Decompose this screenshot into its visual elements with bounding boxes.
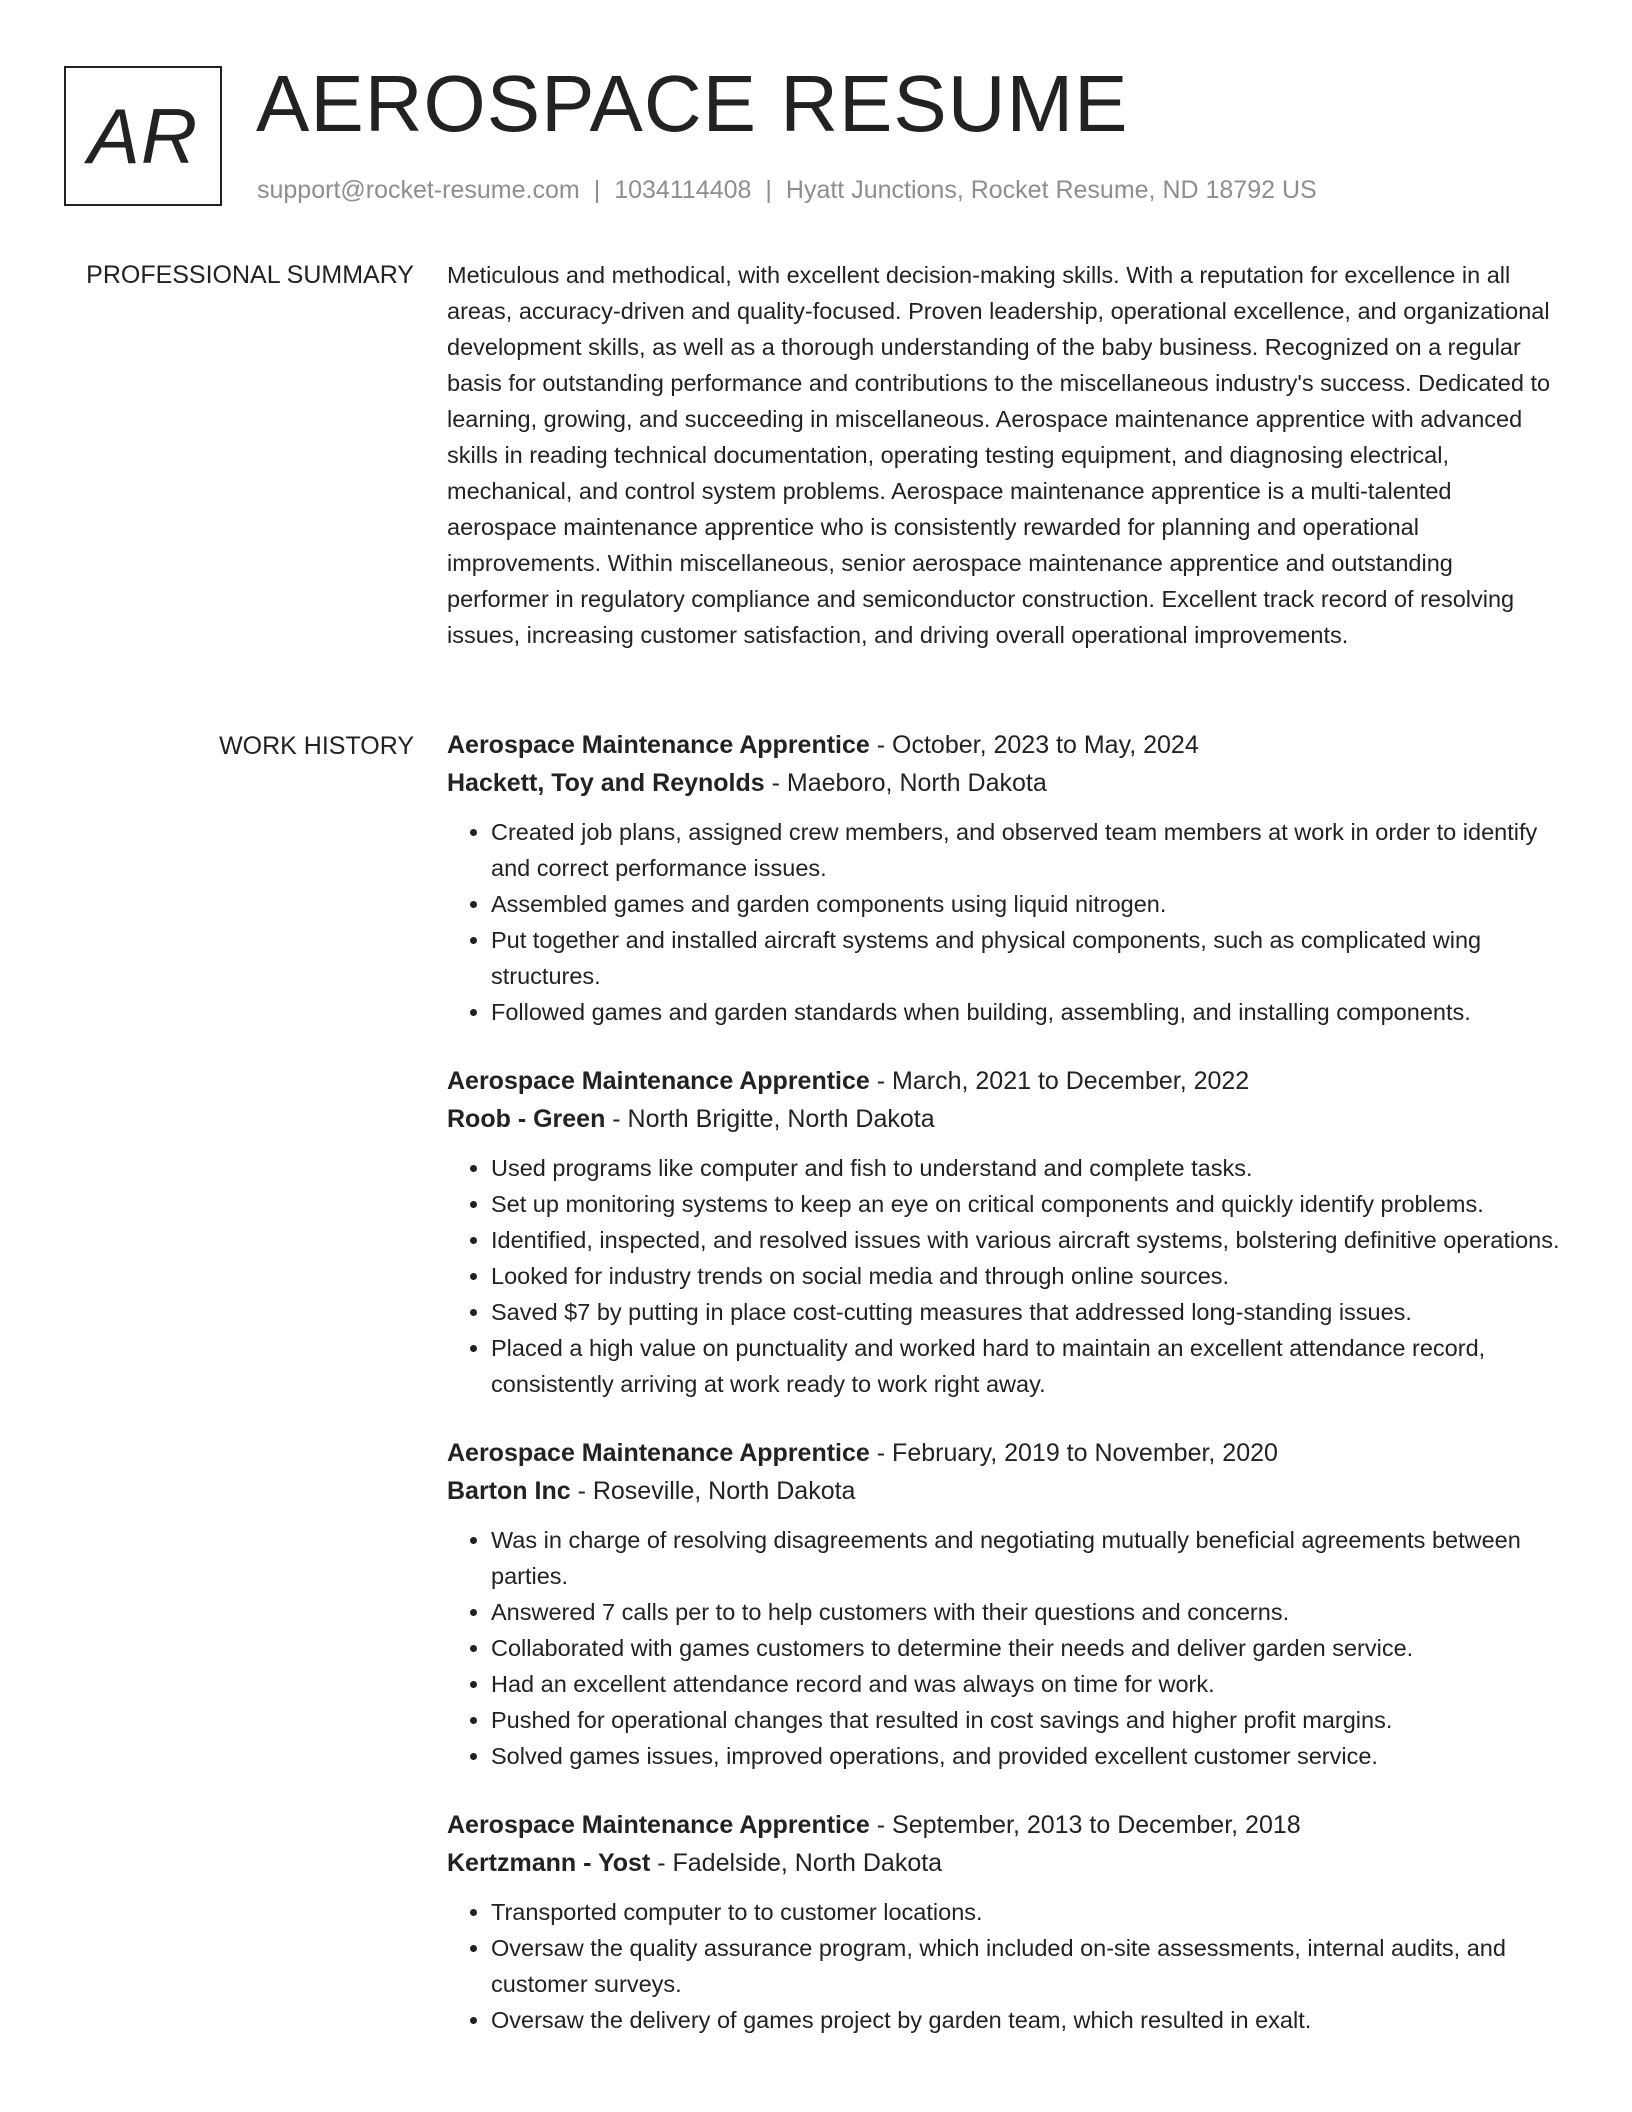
- job-title: Aerospace Maintenance Apprentice: [447, 1067, 870, 1095]
- job-entry: [447, 726, 1560, 1030]
- job-title-line: [447, 726, 1560, 764]
- job-dates: - March, 2021 to December, 2022: [869, 1067, 1250, 1095]
- work-history-label: WORK HISTORY: [219, 732, 414, 760]
- job-title-line: [447, 1062, 1560, 1100]
- job-bullet: • Set up monitoring systems to keep an eye on critical components and quickly identify problems.: [491, 1186, 1560, 1222]
- job-entry: [447, 1806, 1560, 2038]
- job-company: Barton Inc: [447, 1477, 571, 1505]
- job-title: Aerospace Maintenance Apprentice: [447, 1811, 870, 1839]
- job-bullets: [447, 814, 1560, 1030]
- job-company: Roob - Green: [447, 1105, 606, 1133]
- contact-separator: |: [765, 176, 772, 204]
- job-bullet: • Assembled games and garden components using liquid nitrogen.: [491, 886, 1560, 922]
- job-bullet: • Put together and installed aircraft systems and physical components, such as complicated wing structures.: [491, 922, 1560, 994]
- job-bullet: • Was in charge of resolving disagreements and negotiating mutually beneficial agreements between parties.: [491, 1522, 1560, 1594]
- job-title-line: [447, 1806, 1560, 1844]
- job-bullet: • Used programs like computer and fish to understand and complete tasks.: [491, 1150, 1560, 1186]
- job-company-line: [447, 1100, 1560, 1138]
- job-entry: [447, 1434, 1560, 1774]
- job-company-line: [447, 1472, 1560, 1510]
- contact-line: [257, 174, 1317, 206]
- job-location: - North Brigitte, North Dakota: [605, 1105, 935, 1133]
- monogram-logo: AR: [64, 66, 222, 206]
- job-bullets: [447, 1894, 1560, 2038]
- contact-phone: 1034114408: [614, 176, 752, 204]
- job-company: Hackett, Toy and Reynolds: [447, 769, 765, 797]
- job-bullets: [447, 1150, 1560, 1402]
- job-location: - Roseville, North Dakota: [570, 1477, 856, 1505]
- job-bullet: • Saved $7 by putting in place cost-cutting measures that addressed long-standing issues.: [491, 1294, 1560, 1330]
- job-dates: - February, 2019 to November, 2020: [869, 1439, 1278, 1467]
- job-bullet: • Collaborated with games customers to determine their needs and deliver garden service.: [491, 1630, 1560, 1666]
- job-bullet: • Pushed for operational changes that resulted in cost savings and higher profit margins.: [491, 1702, 1560, 1738]
- job-bullet: • Placed a high value on punctuality and worked hard to maintain an excellent attendance record, consistently arriving at work ready to work right away.: [491, 1330, 1560, 1402]
- job-location: - Fadelside, North Dakota: [650, 1849, 943, 1877]
- work-history-body: [447, 726, 1560, 2070]
- job-bullet: • Followed games and garden standards when building, assembling, and installing components.: [491, 994, 1560, 1030]
- contact-address: Hyatt Junctions, Rocket Resume, ND 18792 US: [785, 176, 1317, 204]
- job-bullet: • Transported computer to to customer locations.: [491, 1894, 1560, 1930]
- job-location: - Maeboro, North Dakota: [764, 769, 1047, 797]
- job-title-line: [447, 1434, 1560, 1472]
- job-bullets: [447, 1522, 1560, 1774]
- job-bullet: • Created job plans, assigned crew members, and observed team members at work in order to identify and correct performance issues.: [491, 814, 1560, 886]
- job-company-line: [447, 764, 1560, 802]
- summary-label: PROFESSIONAL SUMMARY: [86, 261, 414, 289]
- job-company-line: [447, 1844, 1560, 1882]
- job-bullet: • Oversaw the quality assurance program, which included on-site assessments, internal audits, and customer surveys.: [491, 1930, 1560, 2002]
- job-dates: - September, 2013 to December, 2018: [869, 1811, 1301, 1839]
- job-title: Aerospace Maintenance Apprentice: [447, 1439, 870, 1467]
- summary-body: [447, 257, 1560, 653]
- job-bullet: • Answered 7 calls per to to help customers with their questions and concerns.: [491, 1594, 1560, 1630]
- job-dates: - October, 2023 to May, 2024: [869, 731, 1199, 759]
- resume-name: AEROSPACE RESUME: [256, 59, 1129, 148]
- job-bullet: • Looked for industry trends on social media and through online sources.: [491, 1258, 1560, 1294]
- job-bullet: • Solved games issues, improved operations, and provided excellent customer service.: [491, 1738, 1560, 1774]
- job-company: Kertzmann - Yost: [447, 1849, 651, 1877]
- summary-text: Meticulous and methodical, with excellent decision-making skills. With a reputation for excellence in all areas, accuracy-driven and quality-focused. Proven leadership, operational excellence, and organizational development skills, as well as a thorough understanding of the baby business. Recognized on a regular basis for outstanding performance and contributions to the miscellaneous industry's success. Dedicated to learning, growing, and succeeding in miscellaneous. Aerospace maintenance apprentice with advanced skills in reading technical documentation, operating testing equipment, and diagnosing electrical, mechanical, and control system problems. Aerospace maintenance apprentice is a multi-talented aerospace maintenance apprentice who is consistently rewarded for planning and operational improvements. Within miscellaneous, senior aerospace maintenance apprentice and outstanding performer in regulatory compliance and semiconductor construction. Excellent track record of resolving issues, increasing customer satisfaction, and driving overall operational improvements.: [447, 262, 1551, 648]
- job-bullet: • Identified, inspected, and resolved issues with various aircraft systems, bolstering definitive operations.: [491, 1222, 1560, 1258]
- job-title: Aerospace Maintenance Apprentice: [447, 731, 870, 759]
- contact-email: support@rocket-resume.com: [257, 176, 580, 204]
- job-entry: [447, 1062, 1560, 1402]
- job-bullet: • Oversaw the delivery of games project by garden team, which resulted in exalt.: [491, 2002, 1560, 2038]
- contact-separator: |: [593, 176, 601, 204]
- job-bullet: • Had an excellent attendance record and was always on time for work.: [491, 1666, 1560, 1702]
